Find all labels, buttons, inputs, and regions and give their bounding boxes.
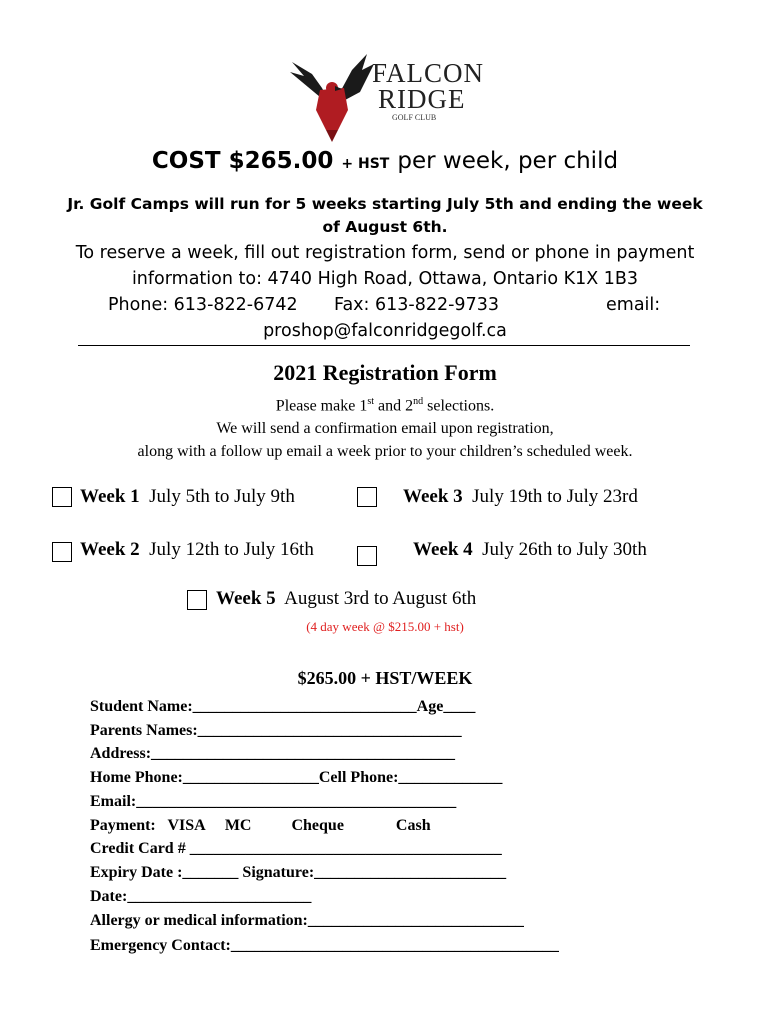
cost-main: COST $265.00 bbox=[151, 148, 334, 174]
phone-field[interactable]: Home Phone:_________________Cell Phone:_____________ bbox=[90, 769, 503, 786]
reserve-info bbox=[60, 240, 710, 344]
student-name-field[interactable]: Student Name:____________________________Age____ bbox=[90, 698, 476, 715]
divider bbox=[78, 345, 690, 346]
phone-number: Phone: 613-822-6742 bbox=[108, 295, 298, 315]
cost-heading bbox=[0, 148, 770, 174]
instruction-line-3: along with a follow up email a week prior to your children’s scheduled week. bbox=[137, 443, 633, 461]
week-5-checkbox[interactable] bbox=[187, 590, 207, 610]
payment-options[interactable]: Payment: VISA MC Cheque Cash bbox=[90, 817, 431, 834]
fax-number: Fax: 613-822-9733 bbox=[334, 295, 499, 315]
instruction-line-2: We will send a confirmation email upon registration, bbox=[216, 420, 554, 438]
email-label: email: bbox=[606, 295, 661, 315]
week-3-option: Week 3 July 19th to July 23rd bbox=[403, 486, 638, 507]
camps-info: Jr. Golf Camps will run for 5 weeks starting July 5th and ending the week of August 6th. bbox=[67, 195, 703, 236]
form-title: 2021 Registration Form bbox=[273, 360, 497, 385]
instruction-line-1: Please make 1st and 2nd selections. bbox=[275, 396, 495, 415]
address-field[interactable]: Address:______________________________________ bbox=[90, 745, 456, 762]
reserve-text: To reserve a week, fill out registration form, send or phone in payment information to: 4740 High Road, Ottawa, Ontario K1X 1B3 bbox=[75, 243, 695, 289]
week-1-checkbox[interactable] bbox=[52, 487, 72, 507]
week-2-checkbox[interactable] bbox=[52, 542, 72, 562]
date-field[interactable]: Date:_______________________ bbox=[90, 888, 312, 905]
cost-rest: per week, per child bbox=[397, 148, 619, 174]
contact-line bbox=[60, 292, 710, 318]
credit-card-field[interactable]: Credit Card # _______________________________________ bbox=[90, 840, 502, 857]
form-instructions bbox=[0, 390, 770, 463]
logo-text-ridge: RIDGE bbox=[378, 84, 466, 114]
allergy-field[interactable]: Allergy or medical information:___________________________ bbox=[90, 912, 524, 929]
week-3-checkbox[interactable] bbox=[357, 487, 377, 507]
week-2-option: Week 2 July 12th to July 16th bbox=[80, 539, 314, 560]
week-4-checkbox[interactable] bbox=[357, 546, 377, 566]
week-5-option: Week 5 August 3rd to August 6th bbox=[216, 588, 477, 609]
falcon-logo-icon bbox=[282, 52, 382, 144]
emergency-contact-field[interactable]: Emergency Contact:_________________________________________ bbox=[90, 937, 559, 954]
week-1-option: Week 1 July 5th to July 9th bbox=[80, 486, 295, 507]
email-address[interactable]: proshop@falconridgegolf.ca bbox=[263, 321, 507, 341]
email-field[interactable]: Email:________________________________________ bbox=[90, 793, 457, 810]
logo-text-falcon: FALCON bbox=[372, 58, 485, 88]
week-5-note: (4 day week @ $215.00 + hst) bbox=[306, 619, 464, 634]
price-per-week: $265.00 + HST/WEEK bbox=[297, 668, 473, 688]
logo-text-golf-club: GOLF CLUB bbox=[392, 113, 437, 122]
cost-hst: + HST bbox=[341, 156, 390, 172]
expiry-signature-field[interactable]: Expiry Date :_______ Signature:________________________ bbox=[90, 864, 507, 881]
parents-names-field[interactable]: Parents Names:_________________________________ bbox=[90, 722, 462, 739]
week-4-option: Week 4 July 26th to July 30th bbox=[413, 539, 647, 560]
